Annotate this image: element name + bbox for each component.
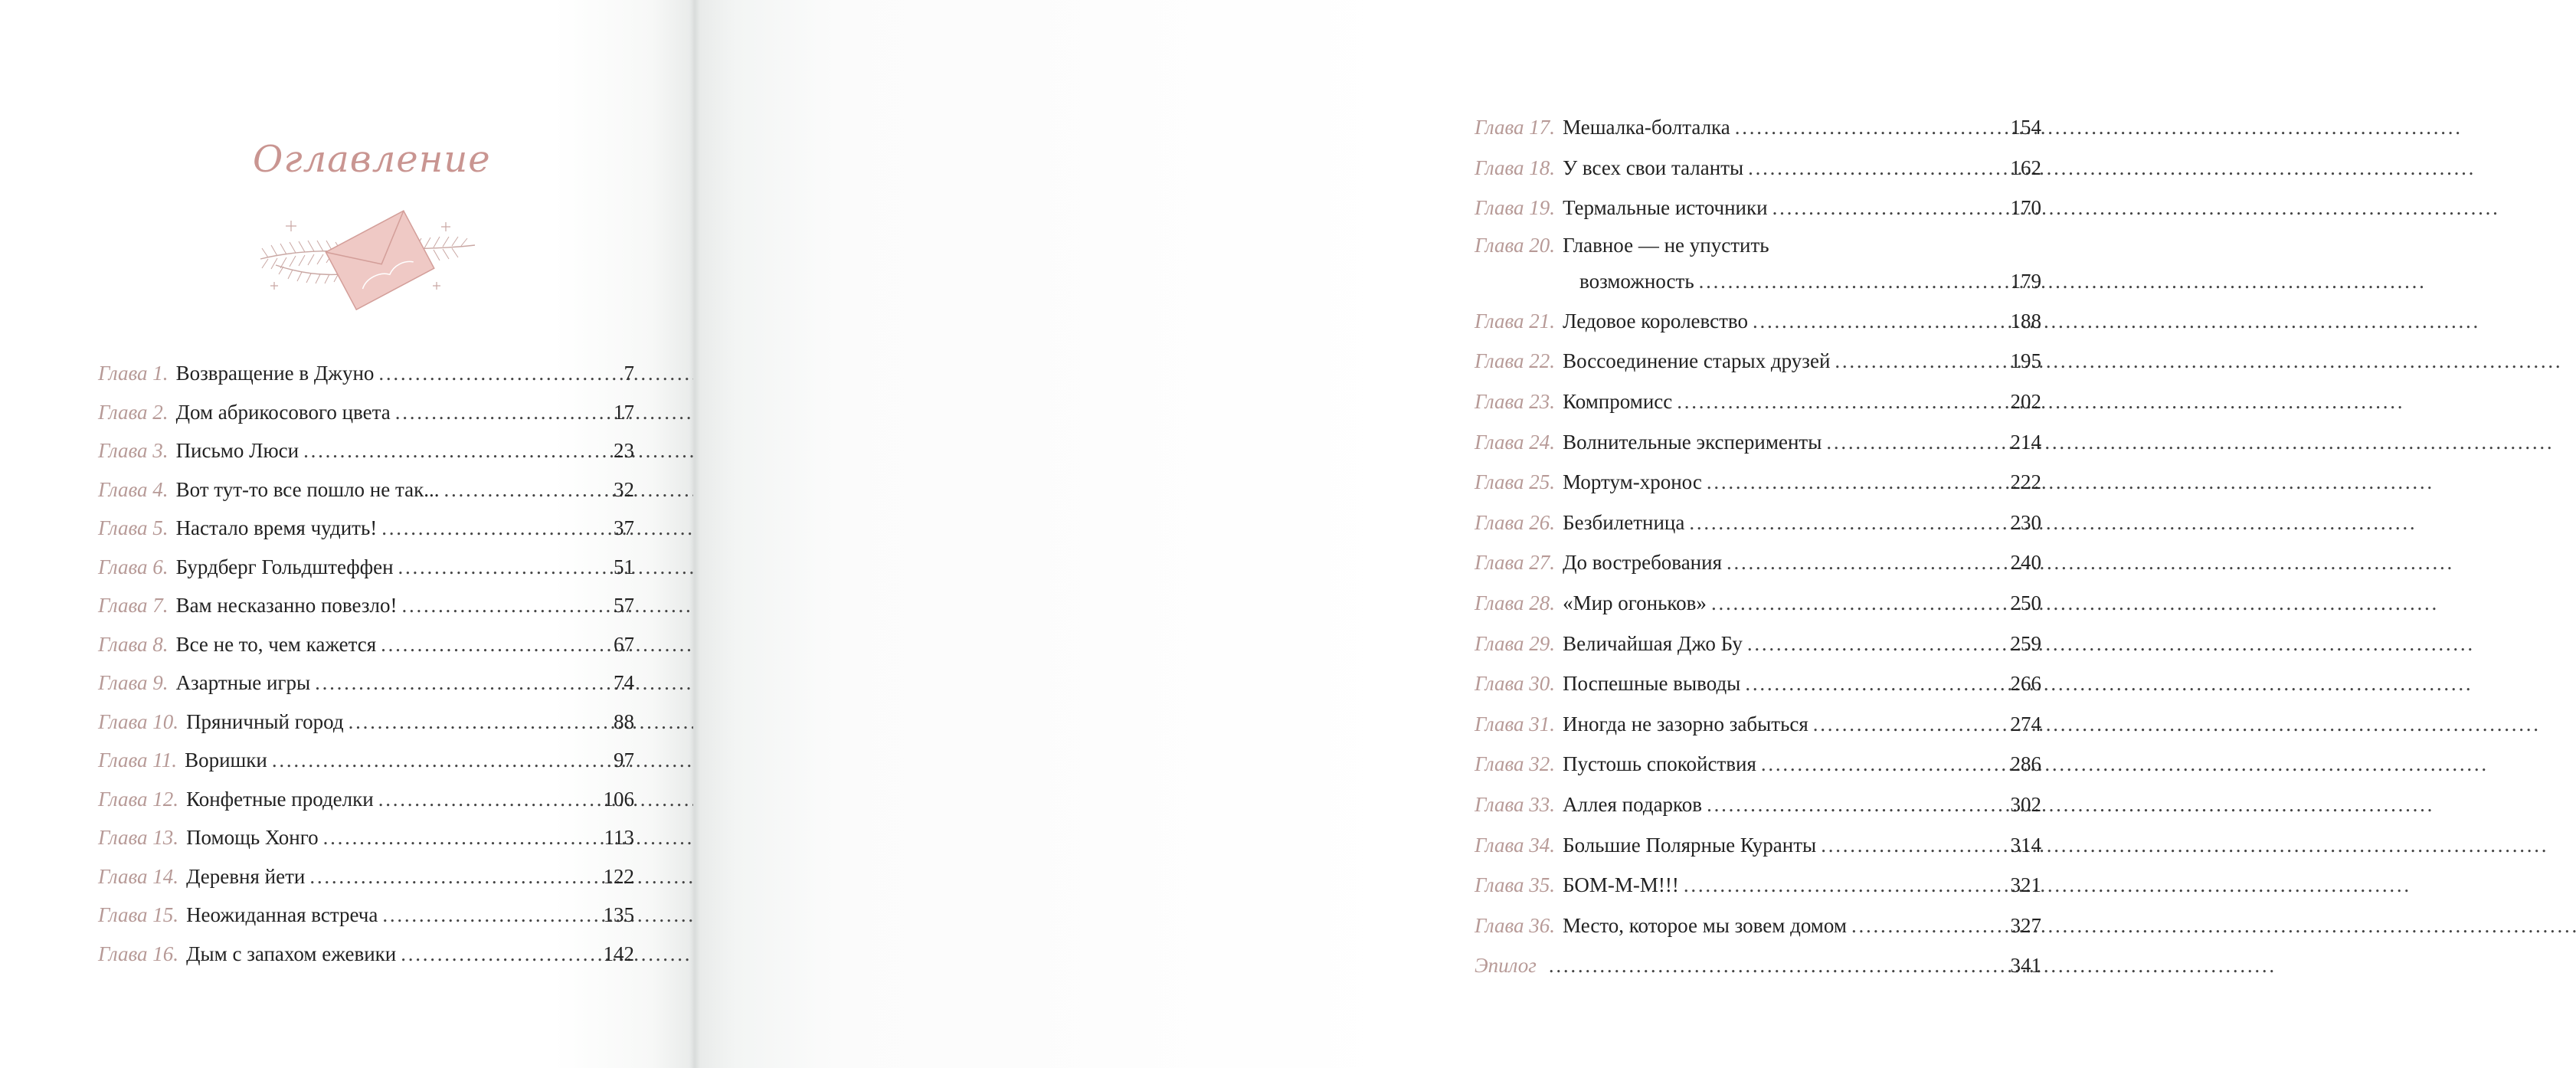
page-number: 222 (2010, 470, 2041, 494)
chapter-title: Воришки (185, 749, 267, 772)
toc-entry[interactable] (1475, 945, 2041, 986)
dot-leader (1747, 624, 1998, 663)
toc-entry[interactable] (98, 857, 634, 896)
page-number: 341 (2010, 954, 2041, 978)
page-number: 7 (624, 362, 634, 385)
chapter-title: Волнительные эксперименты (1563, 430, 1822, 454)
chapter-title: Азартные игры (175, 671, 311, 694)
chapter-label: Глава 18. (1475, 156, 1556, 179)
dot-leader (401, 586, 591, 624)
chapter-title: Поспешные выводы (1563, 672, 1741, 696)
dot-leader (1835, 341, 1998, 381)
toc-entry[interactable] (1475, 228, 2041, 301)
page-number: 113 (604, 826, 634, 849)
chapter-title: Возвращение в Джуно (175, 362, 375, 385)
page-number: 97 (614, 749, 634, 772)
page-number: 32 (614, 477, 634, 501)
dot-leader (395, 393, 591, 431)
chapter-title: Бурдберг Гольдштеффен (175, 555, 394, 578)
page-number: 170 (2010, 196, 2041, 220)
dot-leader (398, 548, 591, 586)
chapter-title: Письмо Люси (175, 439, 299, 462)
chapter-title: До востребования (1563, 551, 1722, 575)
chapter-label: Глава 36. (1475, 913, 1556, 937)
toc-entry[interactable] (1475, 462, 2041, 503)
toc-entry[interactable] (1475, 785, 2041, 825)
toc-entry[interactable] (1475, 704, 2041, 745)
chapter-label: Глава 11. (98, 749, 178, 772)
chapter-label: Глава 10. (98, 709, 179, 733)
dot-leader (1707, 785, 1998, 824)
dot-leader (323, 818, 591, 857)
chapter-title: Величайшая Джо Бу (1563, 631, 1743, 655)
toc-entry[interactable] (1475, 825, 2041, 866)
toc-entry[interactable] (1475, 624, 2041, 664)
chapter-title: Конфетные проделки (186, 787, 374, 811)
page-number: 74 (614, 671, 634, 694)
page-number: 88 (614, 709, 634, 733)
chapter-label: Глава 16. (98, 942, 179, 965)
toc-entry[interactable] (1475, 744, 2041, 785)
toc-entry[interactable] (1475, 422, 2041, 463)
chapter-title: Безбилетница (1563, 510, 1685, 534)
dot-leader (1851, 906, 1998, 945)
toc-left-column (98, 354, 634, 973)
chapter-title: Пустошь спокойствия (1563, 752, 1756, 776)
chapter-label: Глава 6. (98, 555, 169, 578)
page-number: 327 (2010, 913, 2041, 937)
chapter-label: Глава 20. (1475, 233, 1556, 257)
toc-entry[interactable] (1475, 148, 2041, 188)
toc-entry[interactable] (98, 780, 634, 819)
page-number: 240 (2010, 551, 2041, 575)
toc-heading: Оглавление (253, 138, 491, 181)
dot-leader (349, 703, 591, 741)
chapter-title: Дом абрикосового цвета (175, 400, 391, 424)
toc-entry[interactable] (1475, 382, 2041, 422)
chapter-label: Глава 21. (1475, 309, 1556, 333)
dot-leader (1748, 148, 1998, 188)
chapter-title: Термальные источники (1563, 196, 1768, 220)
dot-leader (1813, 704, 1998, 744)
chapter-title: Помощь Хонго (186, 826, 319, 849)
chapter-title-continuation: возможность (1579, 269, 1694, 293)
toc-entry[interactable] (98, 470, 634, 509)
chapter-label: Глава 7. (98, 594, 169, 617)
chapter-title: Деревня йети (186, 864, 306, 888)
page-number: 162 (2010, 156, 2041, 179)
dot-leader (382, 896, 591, 934)
page-number: 314 (2010, 833, 2041, 857)
toc-entry[interactable] (1475, 583, 2041, 624)
toc-entry[interactable] (98, 509, 634, 548)
chapter-label: Глава 22. (1475, 349, 1556, 373)
dot-leader (272, 741, 591, 779)
chapter-label: Глава 33. (1475, 792, 1556, 816)
toc-entry[interactable] (98, 393, 634, 432)
chapter-title: Настало время чудить! (175, 516, 378, 539)
dot-leader (315, 663, 591, 702)
chapter-title: Большие Полярные Куранты (1563, 833, 1817, 857)
chapter-title: Место, которое мы зовем домом (1563, 913, 1847, 937)
page-number: 23 (614, 439, 634, 462)
chapter-title: Неожиданная встреча (186, 903, 378, 926)
toc-right-column (1475, 107, 2041, 986)
dot-leader (381, 509, 591, 547)
toc-entry[interactable] (98, 431, 634, 470)
page-number: 67 (614, 632, 634, 656)
chapter-title: Главное — не упустить (1563, 233, 1769, 257)
dot-leader (1707, 462, 1998, 502)
chapter-title: Мешалка-болталка (1563, 116, 1730, 139)
dot-leader (1821, 825, 1998, 865)
page-number: 106 (603, 787, 634, 811)
chapter-title: Дым с запахом ежевики (186, 942, 397, 965)
dot-leader (381, 625, 591, 663)
chapter-title: У всех свои таланты (1563, 156, 1744, 179)
page-number: 17 (614, 400, 634, 424)
dot-leader (1711, 583, 1998, 623)
page-number: 274 (2010, 712, 2041, 735)
toc-entry[interactable] (98, 703, 634, 742)
chapter-title: «Мир огоньков» (1563, 591, 1707, 614)
page-number: 202 (2010, 389, 2041, 413)
dot-leader (401, 935, 591, 973)
toc-entry[interactable] (98, 586, 634, 625)
toc-entry[interactable] (98, 818, 634, 857)
toc-entry[interactable] (1475, 107, 2041, 148)
chapter-label: Глава 24. (1475, 430, 1556, 454)
page-number: 286 (2010, 752, 2041, 776)
dot-leader (1753, 301, 1998, 341)
chapter-label: Глава 34. (1475, 833, 1556, 857)
toc-entry[interactable] (98, 741, 634, 780)
toc-entry[interactable] (1475, 503, 2041, 543)
fir-branch-letter-ornament-icon (245, 205, 490, 320)
page-number: 51 (614, 555, 634, 578)
chapter-title: Вам несказанно повезло! (175, 594, 398, 617)
toc-entry[interactable] (98, 896, 634, 935)
toc-entry[interactable] (98, 625, 634, 664)
chapter-label: Глава 14. (98, 864, 179, 888)
page-number: 142 (603, 942, 634, 965)
toc-entry[interactable] (1475, 663, 2041, 704)
chapter-label: Глава 12. (98, 787, 179, 811)
toc-entry[interactable] (1475, 865, 2041, 906)
page-number: 135 (603, 903, 634, 926)
chapter-label: Глава 15. (98, 903, 179, 926)
chapter-label: Глава 1. (98, 362, 169, 385)
book-gutter (689, 0, 700, 1068)
dot-leader (1745, 663, 1998, 703)
page-number: 179 (2010, 269, 2041, 293)
dot-leader (1684, 865, 1998, 905)
chapter-title: Вот тут-то все пошло не так... (175, 477, 440, 501)
chapter-label: Глава 25. (1475, 470, 1556, 494)
chapter-label: Глава 35. (1475, 873, 1556, 897)
chapter-label: Глава 4. (98, 477, 169, 501)
chapter-label: Глава 2. (98, 400, 169, 424)
dot-leader (1826, 422, 1998, 462)
page-number: 154 (2010, 116, 2041, 139)
chapter-label: Глава 19. (1475, 196, 1556, 220)
chapter-label: Глава 31. (1475, 712, 1556, 735)
toc-entry[interactable] (1475, 542, 2041, 583)
toc-entry[interactable] (1475, 301, 2041, 342)
dot-leader (1699, 263, 1998, 300)
chapter-label: Глава 13. (98, 826, 179, 849)
chapter-label: Глава 5. (98, 516, 169, 539)
dot-leader (309, 857, 591, 896)
chapter-title: Компромисс (1563, 389, 1673, 413)
toc-entry[interactable] (1475, 188, 2041, 228)
chapter-label: Глава 3. (98, 439, 169, 462)
chapter-label: Глава 27. (1475, 551, 1556, 575)
dot-leader (1689, 503, 1998, 542)
page-number: 321 (2010, 873, 2041, 897)
chapter-title: Воссоединение старых друзей (1563, 349, 1831, 373)
chapter-title: Все не то, чем кажется (175, 632, 377, 656)
page-number: 214 (2010, 430, 2041, 454)
chapter-label: Глава 9. (98, 671, 169, 694)
toc-entry[interactable] (1475, 341, 2041, 382)
page-number: 188 (2010, 309, 2041, 333)
dot-leader (1549, 945, 1998, 985)
page-number: 230 (2010, 510, 2041, 534)
page-number: 259 (2010, 631, 2041, 655)
chapter-title: Пряничный город (186, 709, 344, 733)
page-number: 37 (614, 516, 634, 539)
page-number: 266 (2010, 672, 2041, 696)
page-number: 302 (2010, 792, 2041, 816)
chapter-title: Аллея подарков (1563, 792, 1703, 816)
toc-entry[interactable] (98, 354, 634, 393)
dot-leader (1772, 188, 1998, 228)
dot-leader (1761, 744, 1998, 784)
dot-leader (378, 780, 591, 818)
chapter-label: Глава 8. (98, 632, 169, 656)
chapter-label: Глава 29. (1475, 631, 1556, 655)
chapter-label: Глава 23. (1475, 389, 1556, 413)
chapter-label: Глава 17. (1475, 116, 1556, 139)
dot-leader (1735, 107, 1998, 147)
chapter-title: Ледовое королевство (1563, 309, 1748, 333)
chapter-label: Глава 28. (1475, 591, 1556, 614)
epilogue-label: Эпилог (1475, 954, 1537, 978)
dot-leader (444, 470, 591, 509)
page-number: 57 (614, 594, 634, 617)
right-page (693, 0, 2041, 1068)
chapter-label: Глава 30. (1475, 672, 1556, 696)
dot-leader (378, 354, 591, 392)
dot-leader (1727, 542, 1998, 582)
page-number: 250 (2010, 591, 2041, 614)
dot-leader (1677, 382, 1998, 421)
dot-leader (303, 431, 591, 470)
chapter-label: Глава 32. (1475, 752, 1556, 776)
chapter-title: Мортум-хронос (1563, 470, 1702, 494)
toc-entry[interactable] (98, 548, 634, 587)
toc-entry[interactable] (1475, 906, 2041, 946)
toc-entry[interactable] (98, 935, 634, 974)
left-page (0, 0, 693, 1068)
page-number: 122 (603, 864, 634, 888)
page-number: 195 (2010, 349, 2041, 373)
chapter-title: БОМ-М-М!!! (1563, 873, 1679, 897)
toc-entry[interactable] (98, 663, 634, 703)
chapter-title: Иногда не зазорно забыться (1563, 712, 1808, 735)
chapter-label: Глава 26. (1475, 510, 1556, 534)
